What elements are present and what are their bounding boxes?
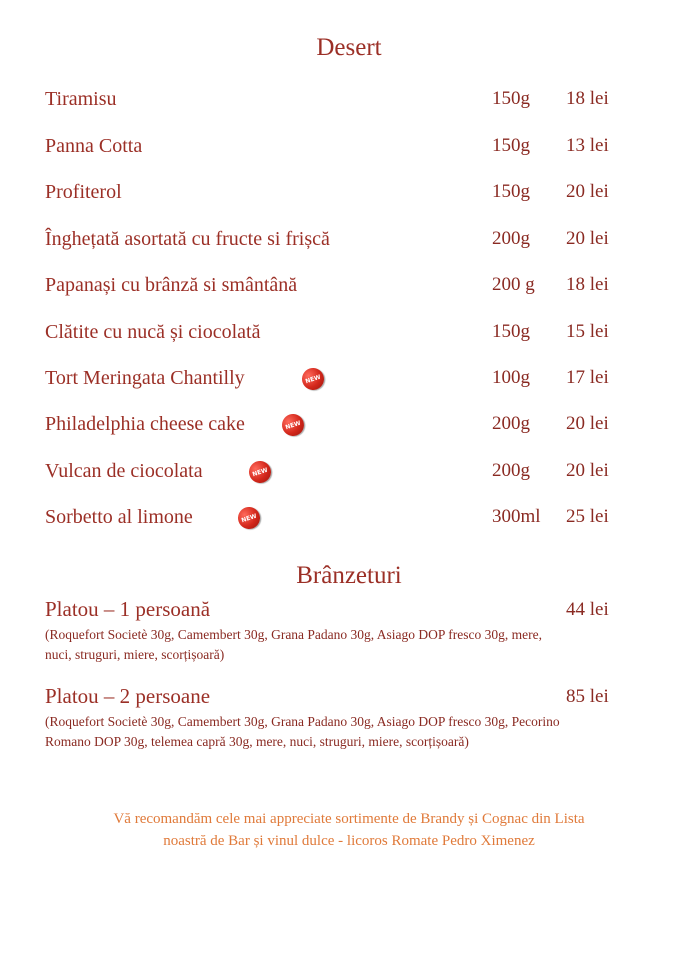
item-name: Profiterol (45, 181, 122, 203)
recommendation-line-2: noastră de Bar și vinul dulce - licoros Romate Pedro Ximenez (163, 833, 535, 849)
menu-item-row (0, 274, 698, 302)
platou-name: Platou – 2 persoane (45, 684, 211, 708)
item-price: 18 lei (566, 88, 609, 109)
item-name: Clătite cu nucă și ciocolată (45, 321, 261, 343)
item-weight: 200 g (492, 274, 535, 295)
item-name: Tort Meringata Chantilly (45, 367, 245, 389)
item-price: 18 lei (566, 274, 609, 295)
menu-item-row (0, 506, 698, 534)
item-weight: 150g (492, 135, 530, 156)
platou-price: 85 lei (566, 686, 609, 707)
item-weight: 150g (492, 88, 530, 109)
menu-item-row (0, 367, 698, 395)
menu-item-row (0, 413, 698, 441)
item-price: 20 lei (566, 228, 609, 249)
item-name: Vulcan de ciocolata (45, 460, 203, 482)
item-name: Philadelphia cheese cake (45, 413, 245, 435)
item-weight: 200g (492, 460, 530, 481)
item-name: Sorbetto al limone (45, 506, 193, 528)
item-weight: 200g (492, 413, 530, 434)
item-weight: 300ml (492, 506, 541, 527)
item-name: Papanași cu brânză si smântână (45, 274, 298, 296)
item-price: 17 lei (566, 367, 609, 388)
item-price: 25 lei (566, 506, 609, 527)
new-badge-icon: NEW (246, 458, 274, 486)
branzeturi-title: Brânzeturi (296, 562, 402, 589)
item-price: 13 lei (566, 135, 609, 156)
desert-title: Desert (316, 34, 382, 61)
menu-item-row (0, 321, 698, 349)
platou-description: (Roquefort Societè 30g, Camembert 30g, Grana Padano 30g, Asiago DOP fresco 30g, mere, nuci, struguri, miere, scorțișoară) (45, 627, 543, 662)
item-weight: 200g (492, 228, 530, 249)
recommendation-note (30, 808, 668, 852)
item-name: Panna Cotta (45, 135, 143, 157)
menu-item-row (0, 135, 698, 163)
item-name: Înghețată asortată cu fructe si frișcă (45, 228, 330, 250)
menu-item-row (0, 181, 698, 209)
platou-price: 44 lei (566, 599, 609, 620)
platou-name: Platou – 1 persoană (45, 597, 211, 621)
item-price: 20 lei (566, 413, 609, 434)
menu-item-row (0, 88, 698, 116)
menu-item-row (0, 228, 698, 256)
menu-item-row (0, 460, 698, 488)
recommendation-line-1: Vă recomandăm cele mai appreciate sortimente de Brandy și Cognac din Lista (113, 811, 585, 827)
item-weight: 150g (492, 181, 530, 202)
item-weight: 150g (492, 321, 530, 342)
item-price: 20 lei (566, 460, 609, 481)
platou-description: (Roquefort Societè 30g, Camembert 30g, Grana Padano 30g, Asiago DOP fresco 30g, Pecorino Romano DOP 30g, telemea capră 30g, mere, nuci, struguri, miere, scorțișoară) (45, 714, 560, 749)
new-badge-icon: NEW (279, 411, 307, 439)
item-weight: 100g (492, 367, 530, 388)
item-price: 20 lei (566, 181, 609, 202)
new-badge-icon: NEW (235, 504, 263, 532)
new-badge-icon: NEW (299, 365, 327, 393)
item-name: Tiramisu (45, 88, 117, 110)
item-price: 15 lei (566, 321, 609, 342)
